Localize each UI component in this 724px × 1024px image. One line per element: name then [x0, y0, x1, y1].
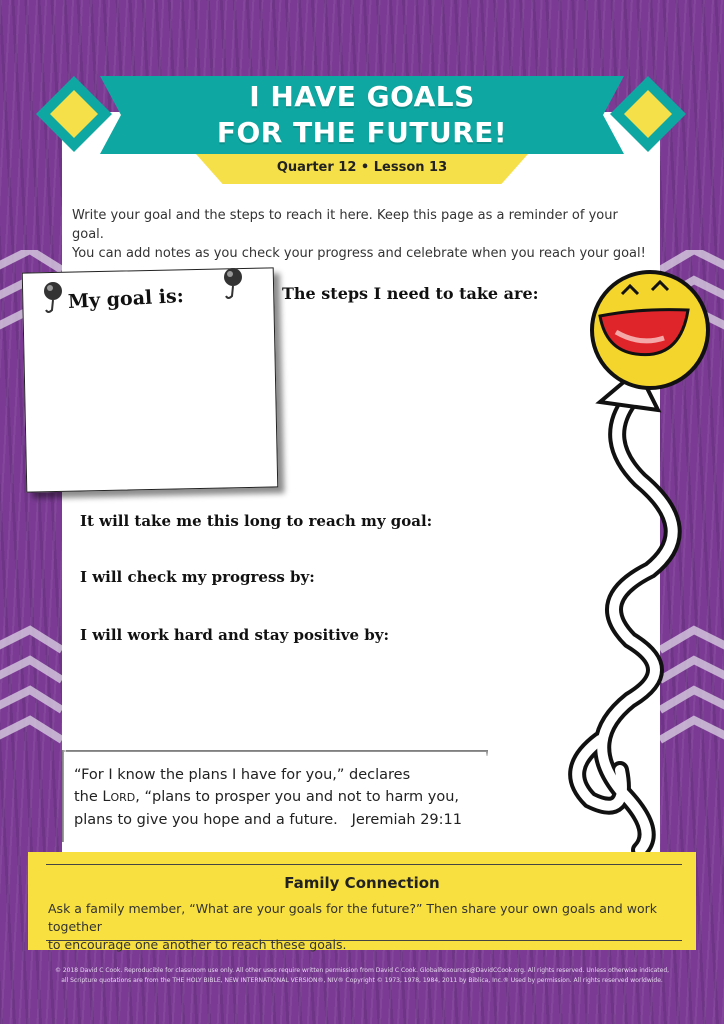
- quote-line-3-text: plans to give you hope and a future.: [74, 812, 338, 828]
- title-line-1: I HAVE GOALS: [249, 80, 475, 113]
- family-text: [48, 900, 688, 954]
- right-diamond-ornament: [608, 74, 688, 154]
- positive-label: I will work hard and stay positive by:: [80, 626, 389, 644]
- scripture-quote: [74, 764, 494, 831]
- quote-line-1: “For I know the plans I have for you,” declares: [74, 767, 411, 783]
- quote-line-2-end: , “plans to prosper you and not to harm you,: [135, 789, 460, 805]
- title-line-2: FOR THE FUTURE!: [216, 116, 508, 149]
- steps-label: The steps I need to take are:: [282, 284, 539, 303]
- copyright-footer: [40, 966, 684, 986]
- quote-lord-smallcaps: ORD: [110, 791, 136, 804]
- family-title: Family Connection: [284, 874, 440, 892]
- smiley-face-icon: [592, 272, 708, 388]
- quote-reference: Jeremiah 29:11: [351, 812, 462, 828]
- instructions-line-2: You can add notes as you check your progress and celebrate when you reach your goal!: [72, 246, 646, 261]
- family-top-rule: [46, 864, 682, 865]
- copyright-line-2: all Scripture quotations are from the THE HOLY BIBLE, NEW INTERNATIONAL VERSION®, NIV® Copyright © 1973, 1978, 1984, 2011 by Biblica, Inc.® Used by permission. All rights reserved worldwide.: [61, 977, 663, 984]
- instructions: [72, 206, 652, 263]
- instructions-line-1: Write your goal and the steps to reach it here. Keep this page as a reminder of your goal.: [72, 208, 618, 242]
- quote-line-2-start: the L: [74, 789, 111, 805]
- lesson-label: Quarter 12 • Lesson 13: [276, 160, 448, 175]
- smiley-spiral-illustration: [560, 270, 720, 860]
- family-text-line-1: Ask a family member, “What are your goals for the future?” Then share your own goals and work together: [48, 901, 657, 934]
- left-diamond-ornament: [34, 74, 114, 154]
- pushpin-icon: [218, 266, 248, 302]
- family-text-line-2: to encourage one another to reach these goals.: [48, 937, 347, 952]
- quote-line-2: [74, 786, 494, 809]
- duration-label: It will take me this long to reach my goal:: [80, 512, 433, 530]
- copyright-line-1: © 2018 David C Cook. Reproducible for classroom use only. All other uses require written permission from David C Cook. GlobalResources@DavidCCook.org. All rights reserved. Unless otherwise indicated,: [54, 967, 670, 974]
- goal-label: My goal is:: [67, 284, 185, 314]
- progress-label: I will check my progress by:: [80, 568, 315, 586]
- quote-line-3: [74, 809, 494, 831]
- pushpin-icon: [38, 280, 68, 316]
